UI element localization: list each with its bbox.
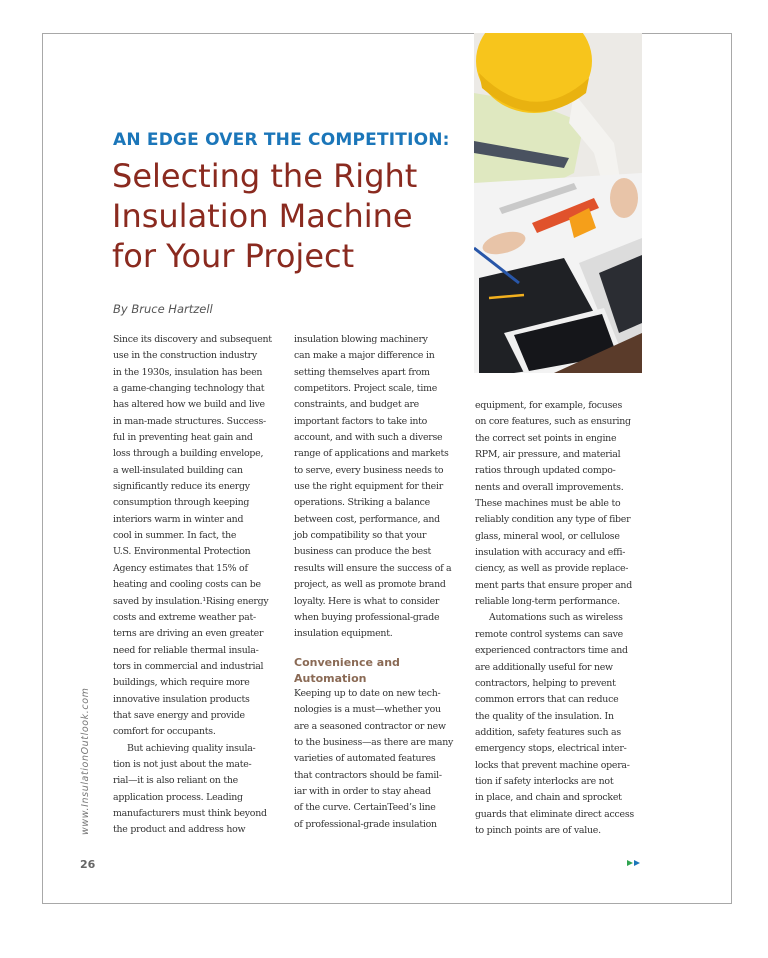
text-line: a game-changing technology that xyxy=(113,383,265,395)
text-line: insulation blowing machinery xyxy=(294,334,428,345)
text-line: of the curve. CertainTeed’s line xyxy=(294,802,436,814)
text-line: use the right equipment for their xyxy=(294,481,443,493)
text-line: ratios through updated compo- xyxy=(475,465,616,477)
text-line: the correct set points in engine xyxy=(475,432,617,444)
text-line: buildings, which require more xyxy=(113,677,250,689)
text-line: on core features, such as ensuring xyxy=(475,416,631,428)
photo-illustration xyxy=(474,33,642,373)
text-line: in place, and chain and sprocket xyxy=(475,792,622,804)
text-line: manufacturers must think beyond xyxy=(113,807,267,819)
text-line: guards that eliminate direct access xyxy=(475,808,634,820)
text-line: to the business—as there are many xyxy=(294,737,454,749)
text-line: emergency stops, electrical inter- xyxy=(475,743,627,755)
text-line: are a seasoned contractor or new xyxy=(294,720,446,732)
website-url: www.InsulationOutlook.com xyxy=(80,687,91,835)
text-line: comfort for occupants. xyxy=(113,726,216,738)
article-title xyxy=(112,156,472,276)
text-line: significantly reduce its energy xyxy=(113,481,250,493)
text-line: iar with in order to stay ahead xyxy=(294,786,431,798)
text-line: ment parts that ensure proper and xyxy=(475,579,632,591)
text-line: ciency, as well as provide replace- xyxy=(475,563,629,575)
title-line: for Your Project xyxy=(112,237,355,275)
subhead-line: Convenience and xyxy=(294,656,400,669)
byline: By Bruce Hartzell xyxy=(113,302,213,316)
text-line: results will ensure the success of a xyxy=(294,562,452,574)
text-line: a well-insulated building can xyxy=(113,464,243,476)
text-line: business can produce the best xyxy=(294,546,432,558)
text-line: glass, mineral wool, or cellulose xyxy=(475,530,620,542)
text-line: reliably condition any type of fiber xyxy=(475,514,631,526)
text-line: operations. Striking a balance xyxy=(294,497,430,509)
arrow-green-icon xyxy=(627,860,633,866)
text-line: important factors to take into xyxy=(294,415,428,427)
text-line: use in the construction industry xyxy=(113,350,257,362)
text-line: costs and extreme weather pat- xyxy=(113,611,256,623)
text-line: between cost, performance, and xyxy=(294,513,440,525)
text-line: tors in commercial and industrial xyxy=(113,660,264,672)
text-line: insulation with accuracy and effi- xyxy=(475,547,626,559)
text-line: in the 1930s, insulation has been xyxy=(113,366,263,378)
text-line: in man-made structures. Success- xyxy=(113,415,266,427)
text-line: varieties of automated features xyxy=(294,753,436,765)
text-line: has altered how we build and live xyxy=(113,399,265,411)
text-line: competitors. Project scale, time xyxy=(294,383,438,395)
text-line: RPM, air pressure, and material xyxy=(475,449,621,461)
article-photo xyxy=(474,33,642,373)
body-column-1 xyxy=(113,332,285,839)
page-number: 26 xyxy=(80,858,96,871)
text-line: project, as well as promote brand xyxy=(294,579,446,591)
text-line: experienced contractors time and xyxy=(475,645,628,657)
text-line: to pinch points are of value. xyxy=(475,824,601,836)
text-line: innovative insulation products xyxy=(113,693,250,705)
text-line: the product and address how xyxy=(113,824,246,836)
text-line: the quality of the insulation. In xyxy=(475,710,614,722)
text-line: Automations such as wireless xyxy=(489,612,623,624)
text-line: U.S. Environmental Protection xyxy=(113,546,251,558)
text-line: can make a major difference in xyxy=(294,350,435,362)
text-line: application process. Leading xyxy=(113,791,243,803)
text-line: consumption through keeping xyxy=(113,497,250,509)
body-column-3 xyxy=(475,398,647,839)
text-line: heating and cooling costs can be xyxy=(113,579,261,591)
text-line: tion if safety interlocks are not xyxy=(475,775,614,787)
text-line: need for reliable thermal insula- xyxy=(113,644,259,656)
body-column-2 xyxy=(294,332,466,643)
subhead-line: Automation xyxy=(294,671,367,685)
next-page-arrows-icon xyxy=(627,860,640,866)
text-line: account, and with such a diverse xyxy=(294,432,443,444)
text-line: to serve, every business needs to xyxy=(294,464,444,476)
text-line: that contractors should be famil- xyxy=(294,769,442,781)
text-line: reliable long-term performance. xyxy=(475,596,620,608)
title-line: Selecting the Right xyxy=(112,157,418,195)
text-line: saved by insulation.¹Rising energy xyxy=(113,595,269,607)
text-line: terns are driving an even greater xyxy=(113,628,264,640)
text-line: locks that prevent machine opera- xyxy=(475,759,630,771)
text-line: insulation equipment. xyxy=(294,628,393,640)
text-line: remote control systems can save xyxy=(475,628,623,640)
title-line: Insulation Machine xyxy=(112,197,413,235)
text-line: rial—it is also reliant on the xyxy=(113,775,238,787)
text-line: contractors, helping to prevent xyxy=(475,677,616,689)
article-kicker: AN EDGE OVER THE COMPETITION: xyxy=(113,130,450,150)
text-line: equipment, for example, focuses xyxy=(475,400,623,411)
text-line: Since its discovery and subsequent xyxy=(113,334,272,345)
text-line: nologies is a must—whether you xyxy=(294,704,441,716)
text-line: interiors warm in winter and xyxy=(113,513,244,525)
text-line: tion is not just about the mate- xyxy=(113,758,252,770)
text-line: But achieving quality insula- xyxy=(127,742,256,754)
text-line: that save energy and provide xyxy=(113,709,245,721)
text-line: ful in preventing heat gain and xyxy=(113,432,253,444)
text-line: range of applications and markets xyxy=(294,448,449,460)
text-line: loss through a building envelope, xyxy=(113,448,264,460)
text-line: job compatibility so that your xyxy=(294,530,427,542)
text-line: of professional-grade insulation xyxy=(294,818,437,830)
text-line: constraints, and budget are xyxy=(294,399,419,411)
text-line: setting themselves apart from xyxy=(294,366,430,378)
text-line: Keeping up to date on new tech- xyxy=(294,688,441,699)
text-line: common errors that can reduce xyxy=(475,694,619,706)
text-line: addition, safety features such as xyxy=(475,726,621,738)
arrow-blue-icon xyxy=(634,860,640,866)
text-line: These machines must be able to xyxy=(475,498,621,510)
section-convenience-automation xyxy=(294,655,466,833)
photo-credit xyxy=(630,62,636,126)
text-line: Agency estimates that 15% of xyxy=(113,562,248,574)
text-line: when buying professional-grade xyxy=(294,611,440,623)
text-line: are additionally useful for new xyxy=(475,661,613,673)
text-line: loyalty. Here is what to consider xyxy=(294,595,440,607)
text-line: nents and overall improvements. xyxy=(475,481,624,493)
text-line: cool in summer. In fact, the xyxy=(113,530,237,542)
